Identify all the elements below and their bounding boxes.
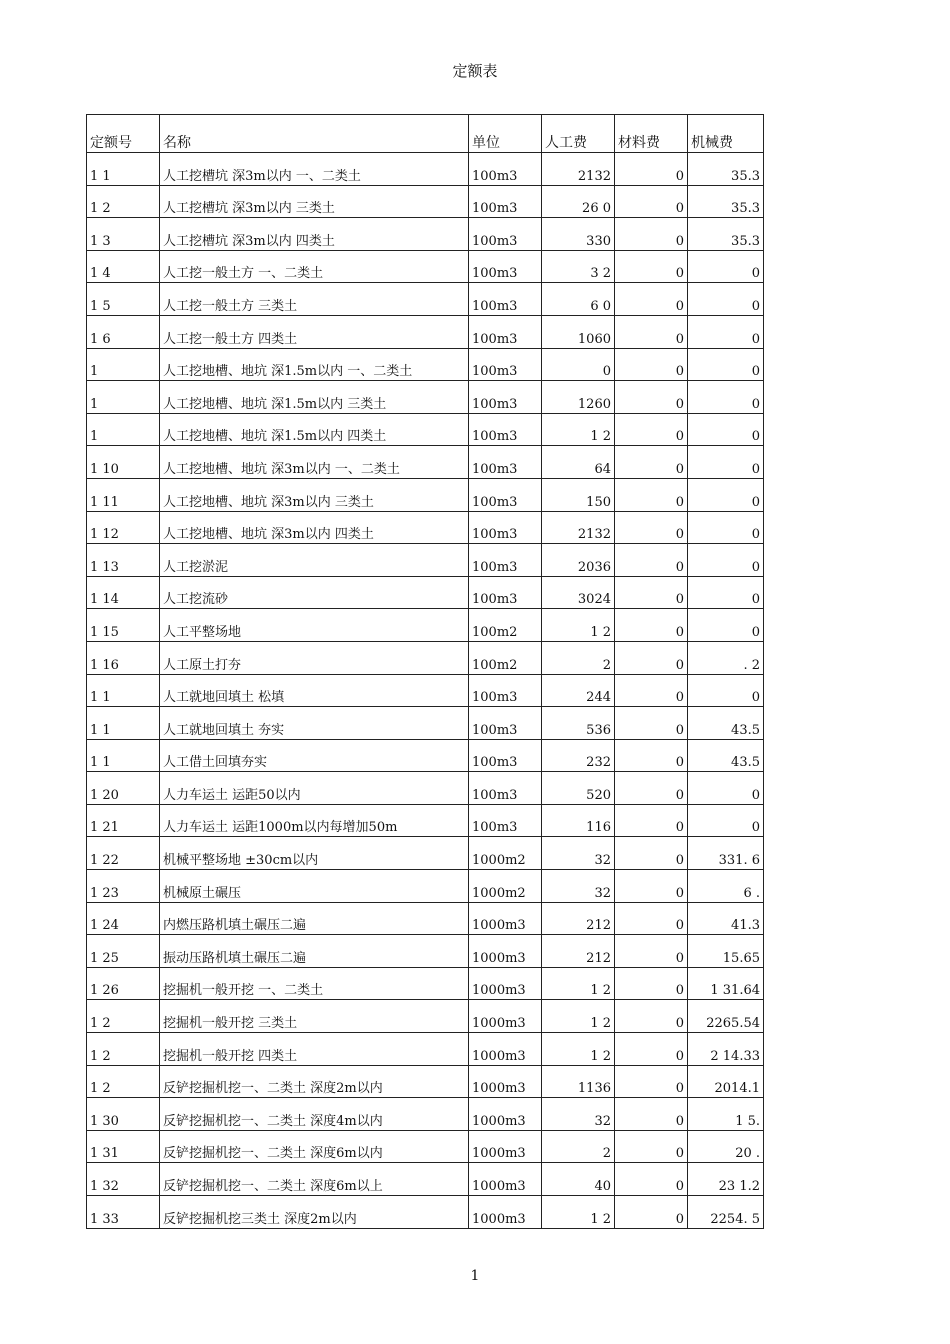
cell-name: 反铲挖掘机挖一、二类土 深度6m以上 — [160, 1163, 469, 1195]
cell-machine-cost: 0 — [688, 349, 764, 381]
cell-unit: 100m3 — [469, 675, 542, 707]
table-row — [87, 349, 764, 382]
cell-unit: 1000m3 — [469, 1033, 542, 1065]
table-row — [87, 642, 764, 675]
cell-labor-cost: 116 — [542, 805, 615, 837]
table-row — [87, 1066, 764, 1099]
cell-machine-cost: 0 — [688, 577, 764, 609]
table-row — [87, 283, 764, 316]
cell-name: 人工挖地槽、地坑 深3m以内 四类土 — [160, 512, 469, 544]
header-code: 定额号 — [87, 115, 160, 152]
cell-machine-cost: 0 — [688, 805, 764, 837]
table-row — [87, 707, 764, 740]
cell-unit: 100m3 — [469, 349, 542, 381]
cell-code: 1 2 — [87, 1066, 160, 1098]
header-unit: 单位 — [469, 115, 542, 152]
cell-labor-cost: 244 — [542, 675, 615, 707]
cell-material-cost: 0 — [615, 1000, 688, 1032]
cell-labor-cost: 3 2 — [542, 251, 615, 283]
cell-material-cost: 0 — [615, 218, 688, 250]
cell-unit: 100m3 — [469, 283, 542, 315]
cell-name: 人工挖地槽、地坑 深1.5m以内 一、二类土 — [160, 349, 469, 381]
cell-code: 1 2 — [87, 1000, 160, 1032]
cell-name: 挖掘机一般开挖 四类土 — [160, 1033, 469, 1065]
cell-material-cost: 0 — [615, 1098, 688, 1130]
cell-code: 1 31 — [87, 1131, 160, 1163]
cell-name: 人工挖槽坑 深3m以内 三类土 — [160, 186, 469, 218]
cell-material-cost: 0 — [615, 642, 688, 674]
cell-name: 人工挖地槽、地坑 深1.5m以内 三类土 — [160, 381, 469, 413]
cell-name: 机械平整场地 ±30cm以内 — [160, 837, 469, 869]
cell-code: 1 — [87, 349, 160, 381]
cell-machine-cost: 0 — [688, 414, 764, 446]
table-row — [87, 381, 764, 414]
table-row — [87, 186, 764, 219]
cell-material-cost: 0 — [615, 479, 688, 511]
cell-unit: 1000m3 — [469, 1000, 542, 1032]
table-row — [87, 544, 764, 577]
cell-labor-cost: 1060 — [542, 316, 615, 348]
cell-code: 1 1 — [87, 675, 160, 707]
cell-name: 人工就地回填土 夯实 — [160, 707, 469, 739]
cell-machine-cost: 0 — [688, 609, 764, 641]
quota-table — [86, 114, 764, 1229]
cell-labor-cost: 2036 — [542, 544, 615, 576]
cell-unit: 100m3 — [469, 805, 542, 837]
cell-code: 1 25 — [87, 935, 160, 967]
cell-material-cost: 0 — [615, 316, 688, 348]
cell-unit: 100m3 — [469, 707, 542, 739]
cell-code: 1 26 — [87, 968, 160, 1000]
cell-name: 内燃压路机填土碾压二遍 — [160, 903, 469, 935]
cell-unit: 1000m2 — [469, 870, 542, 902]
cell-material-cost: 0 — [615, 446, 688, 478]
cell-machine-cost: 0 — [688, 544, 764, 576]
cell-code: 1 4 — [87, 251, 160, 283]
cell-name: 人工原土打夯 — [160, 642, 469, 674]
cell-name: 反铲挖掘机挖三类土 深度2m以内 — [160, 1196, 469, 1228]
table-row — [87, 316, 764, 349]
cell-code: 1 — [87, 414, 160, 446]
cell-machine-cost: 0 — [688, 479, 764, 511]
table-row — [87, 479, 764, 512]
cell-machine-cost: 35.3 — [688, 153, 764, 185]
table-row — [87, 577, 764, 610]
cell-code: 1 32 — [87, 1163, 160, 1195]
cell-unit: 100m3 — [469, 446, 542, 478]
cell-name: 反铲挖掘机挖一、二类土 深度6m以内 — [160, 1131, 469, 1163]
cell-labor-cost: 2132 — [542, 153, 615, 185]
cell-machine-cost: 2254. 5 — [688, 1196, 764, 1228]
cell-unit: 100m3 — [469, 512, 542, 544]
cell-labor-cost: 3024 — [542, 577, 615, 609]
cell-machine-cost: 15.65 — [688, 935, 764, 967]
header-name: 名称 — [160, 115, 469, 152]
cell-name: 人工就地回填土 松填 — [160, 675, 469, 707]
cell-code: 1 — [87, 381, 160, 413]
cell-unit: 100m3 — [469, 251, 542, 283]
cell-material-cost: 0 — [615, 609, 688, 641]
cell-labor-cost: 1 2 — [542, 1000, 615, 1032]
cell-unit: 1000m3 — [469, 903, 542, 935]
cell-machine-cost: 1 5. — [688, 1098, 764, 1130]
cell-material-cost: 0 — [615, 1033, 688, 1065]
cell-unit: 100m3 — [469, 316, 542, 348]
cell-unit: 100m3 — [469, 544, 542, 576]
cell-unit: 1000m3 — [469, 935, 542, 967]
cell-name: 人工挖地槽、地坑 深3m以内 一、二类土 — [160, 446, 469, 478]
cell-machine-cost: 0 — [688, 512, 764, 544]
cell-name: 机械原土碾压 — [160, 870, 469, 902]
cell-name: 人工借土回填夯实 — [160, 740, 469, 772]
header-labor-cost: 人工费 — [542, 115, 615, 152]
page-number: 1 — [470, 1268, 480, 1284]
cell-material-cost: 0 — [615, 153, 688, 185]
cell-material-cost: 0 — [615, 772, 688, 804]
cell-code: 1 13 — [87, 544, 160, 576]
cell-unit: 1000m3 — [469, 1066, 542, 1098]
cell-labor-cost: 1 2 — [542, 1196, 615, 1228]
cell-labor-cost: 1 2 — [542, 414, 615, 446]
table-header-row — [87, 115, 764, 153]
cell-unit: 100m2 — [469, 642, 542, 674]
cell-labor-cost: 1136 — [542, 1066, 615, 1098]
cell-machine-cost: 0 — [688, 446, 764, 478]
cell-material-cost: 0 — [615, 675, 688, 707]
cell-material-cost: 0 — [615, 870, 688, 902]
cell-code: 1 12 — [87, 512, 160, 544]
table-row — [87, 870, 764, 903]
cell-labor-cost: 6 0 — [542, 283, 615, 315]
cell-material-cost: 0 — [615, 349, 688, 381]
cell-labor-cost: 330 — [542, 218, 615, 250]
cell-code: 1 14 — [87, 577, 160, 609]
cell-machine-cost: 6 . — [688, 870, 764, 902]
cell-labor-cost: 64 — [542, 446, 615, 478]
cell-machine-cost: 2014.1 — [688, 1066, 764, 1098]
cell-code: 1 2 — [87, 186, 160, 218]
cell-labor-cost: 40 — [542, 1163, 615, 1195]
table-row — [87, 740, 764, 773]
cell-labor-cost: 2 — [542, 642, 615, 674]
cell-material-cost: 0 — [615, 186, 688, 218]
cell-unit: 100m3 — [469, 218, 542, 250]
cell-code: 1 2 — [87, 1033, 160, 1065]
cell-machine-cost: . 2 — [688, 642, 764, 674]
table-row — [87, 805, 764, 838]
page-title: 定额表 — [452, 62, 498, 80]
table-row — [87, 446, 764, 479]
table-row — [87, 153, 764, 186]
cell-machine-cost: 2265.54 — [688, 1000, 764, 1032]
table-row — [87, 1196, 764, 1229]
cell-machine-cost: 20 . — [688, 1131, 764, 1163]
cell-name: 人工挖槽坑 深3m以内 一、二类土 — [160, 153, 469, 185]
cell-unit: 1000m3 — [469, 1196, 542, 1228]
cell-code: 1 30 — [87, 1098, 160, 1130]
cell-unit: 1000m3 — [469, 1098, 542, 1130]
table-row — [87, 1098, 764, 1131]
cell-unit: 100m3 — [469, 772, 542, 804]
table-row — [87, 903, 764, 936]
table-row — [87, 968, 764, 1001]
cell-name: 人工挖槽坑 深3m以内 四类土 — [160, 218, 469, 250]
cell-code: 1 1 — [87, 707, 160, 739]
cell-name: 人工挖一般土方 四类土 — [160, 316, 469, 348]
table-row — [87, 218, 764, 251]
cell-code: 1 20 — [87, 772, 160, 804]
cell-name: 人工挖地槽、地坑 深3m以内 三类土 — [160, 479, 469, 511]
cell-labor-cost: 212 — [542, 903, 615, 935]
cell-unit: 100m3 — [469, 153, 542, 185]
cell-machine-cost: 0 — [688, 381, 764, 413]
cell-name: 挖掘机一般开挖 一、二类土 — [160, 968, 469, 1000]
cell-material-cost: 0 — [615, 935, 688, 967]
cell-labor-cost: 32 — [542, 870, 615, 902]
cell-name: 挖掘机一般开挖 三类土 — [160, 1000, 469, 1032]
cell-machine-cost: 0 — [688, 283, 764, 315]
cell-material-cost: 0 — [615, 283, 688, 315]
cell-code: 1 11 — [87, 479, 160, 511]
header-material-cost: 材料费 — [615, 115, 688, 152]
cell-unit: 1000m3 — [469, 1163, 542, 1195]
cell-labor-cost: 1260 — [542, 381, 615, 413]
table-row — [87, 1033, 764, 1066]
cell-code: 1 24 — [87, 903, 160, 935]
cell-material-cost: 0 — [615, 740, 688, 772]
cell-labor-cost: 0 — [542, 349, 615, 381]
table-row — [87, 251, 764, 284]
cell-labor-cost: 232 — [542, 740, 615, 772]
cell-labor-cost: 1 2 — [542, 1033, 615, 1065]
cell-unit: 100m2 — [469, 609, 542, 641]
cell-name: 振动压路机填土碾压二遍 — [160, 935, 469, 967]
cell-material-cost: 0 — [615, 837, 688, 869]
cell-machine-cost: 0 — [688, 675, 764, 707]
cell-machine-cost: 35.3 — [688, 186, 764, 218]
cell-name: 人力车运土 运距50以内 — [160, 772, 469, 804]
table-row — [87, 772, 764, 805]
cell-material-cost: 0 — [615, 805, 688, 837]
header-machine-cost: 机械费 — [688, 115, 764, 152]
cell-material-cost: 0 — [615, 1066, 688, 1098]
table-row — [87, 512, 764, 545]
cell-machine-cost: 41.3 — [688, 903, 764, 935]
cell-code: 1 23 — [87, 870, 160, 902]
cell-labor-cost: 32 — [542, 1098, 615, 1130]
cell-unit: 100m3 — [469, 414, 542, 446]
cell-machine-cost: 23 1.2 — [688, 1163, 764, 1195]
cell-code: 1 22 — [87, 837, 160, 869]
cell-unit: 100m3 — [469, 479, 542, 511]
cell-material-cost: 0 — [615, 381, 688, 413]
cell-labor-cost: 32 — [542, 837, 615, 869]
cell-labor-cost: 520 — [542, 772, 615, 804]
table-row — [87, 837, 764, 870]
table-row — [87, 1131, 764, 1164]
cell-machine-cost: 331. 6 — [688, 837, 764, 869]
cell-code: 1 10 — [87, 446, 160, 478]
table-row — [87, 1000, 764, 1033]
cell-name: 人工挖地槽、地坑 深1.5m以内 四类土 — [160, 414, 469, 446]
cell-code: 1 33 — [87, 1196, 160, 1228]
cell-name: 人工挖一般土方 三类土 — [160, 283, 469, 315]
cell-name: 人工平整场地 — [160, 609, 469, 641]
cell-code: 1 1 — [87, 740, 160, 772]
cell-material-cost: 0 — [615, 1196, 688, 1228]
cell-machine-cost: 43.5 — [688, 707, 764, 739]
cell-material-cost: 0 — [615, 1131, 688, 1163]
table-row — [87, 609, 764, 642]
cell-material-cost: 0 — [615, 251, 688, 283]
cell-machine-cost: 1 31.64 — [688, 968, 764, 1000]
cell-material-cost: 0 — [615, 968, 688, 1000]
table-row — [87, 935, 764, 968]
table-row — [87, 675, 764, 708]
cell-name: 反铲挖掘机挖一、二类土 深度4m以内 — [160, 1098, 469, 1130]
cell-name: 反铲挖掘机挖一、二类土 深度2m以内 — [160, 1066, 469, 1098]
cell-unit: 100m3 — [469, 186, 542, 218]
cell-code: 1 15 — [87, 609, 160, 641]
cell-code: 1 1 — [87, 153, 160, 185]
cell-material-cost: 0 — [615, 512, 688, 544]
cell-material-cost: 0 — [615, 544, 688, 576]
cell-labor-cost: 212 — [542, 935, 615, 967]
cell-code: 1 21 — [87, 805, 160, 837]
cell-machine-cost: 0 — [688, 316, 764, 348]
cell-code: 1 3 — [87, 218, 160, 250]
cell-name: 人工挖一般土方 一、二类土 — [160, 251, 469, 283]
cell-code: 1 16 — [87, 642, 160, 674]
cell-unit: 100m3 — [469, 577, 542, 609]
cell-labor-cost: 2 — [542, 1131, 615, 1163]
cell-material-cost: 0 — [615, 903, 688, 935]
cell-labor-cost: 1 2 — [542, 609, 615, 641]
cell-unit: 100m3 — [469, 381, 542, 413]
table-row — [87, 1163, 764, 1196]
cell-labor-cost: 26 0 — [542, 186, 615, 218]
cell-code: 1 6 — [87, 316, 160, 348]
cell-labor-cost: 1 2 — [542, 968, 615, 1000]
cell-unit: 1000m2 — [469, 837, 542, 869]
cell-name: 人工挖淤泥 — [160, 544, 469, 576]
table-body — [87, 153, 764, 1229]
cell-unit: 1000m3 — [469, 968, 542, 1000]
cell-unit: 1000m3 — [469, 1131, 542, 1163]
cell-material-cost: 0 — [615, 707, 688, 739]
cell-labor-cost: 536 — [542, 707, 615, 739]
cell-material-cost: 0 — [615, 414, 688, 446]
cell-machine-cost: 2 14.33 — [688, 1033, 764, 1065]
cell-material-cost: 0 — [615, 577, 688, 609]
cell-machine-cost: 0 — [688, 772, 764, 804]
cell-labor-cost: 2132 — [542, 512, 615, 544]
cell-labor-cost: 150 — [542, 479, 615, 511]
cell-machine-cost: 43.5 — [688, 740, 764, 772]
cell-code: 1 5 — [87, 283, 160, 315]
cell-machine-cost: 35.3 — [688, 218, 764, 250]
cell-name: 人工挖流砂 — [160, 577, 469, 609]
cell-name: 人力车运土 运距1000m以内每增加50m — [160, 805, 469, 837]
table-row — [87, 414, 764, 447]
cell-unit: 100m3 — [469, 740, 542, 772]
cell-material-cost: 0 — [615, 1163, 688, 1195]
cell-machine-cost: 0 — [688, 251, 764, 283]
